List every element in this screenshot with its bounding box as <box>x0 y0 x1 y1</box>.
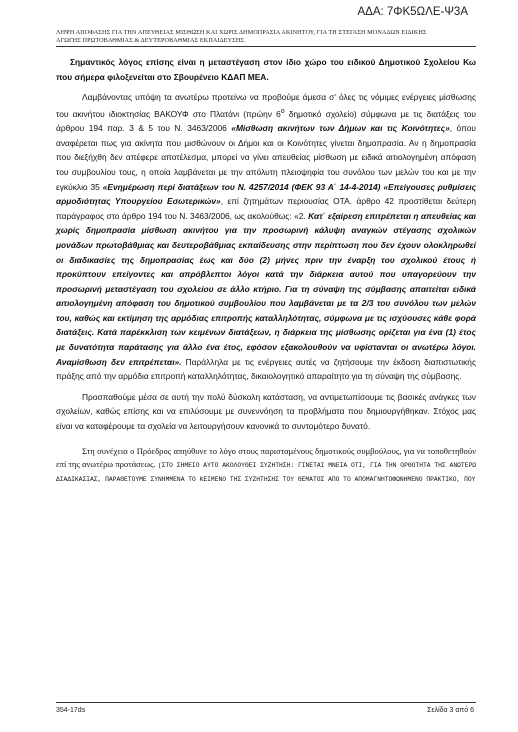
footer-doc-id: 354-17ds <box>56 707 86 714</box>
header-line-1: ΛΗΨΗ ΑΠΟΦΑΣΗΣ ΓΙΑ ΤΗΝ ΑΠΕΥΘΕΙΑΣ ΜΙΣΘΩΣΗ ΚΑΙ ΧΩΡΙΣ ΔΗΜΟΠΡΑΣΙΑ ΑΚΙΝΗΤΟΥ, ΓΙΑ ΤΗ ΣΤΕΓΑΣΗ ΜΟΝΑΔΩΝ ΕΙΔΙΚΗΣ <box>56 29 427 36</box>
footer-divider <box>56 702 476 703</box>
footer-page-number: Σελίδα 3 από 6 <box>427 707 474 714</box>
ada-code: ΑΔΑ: 7ΦΚ5ΩΛΕ-Ψ3Α <box>357 6 468 18</box>
document-body <box>56 55 476 486</box>
p1-quote-law: «Μίσθωση ακινήτων των Δήμων και τις Κοινότητες» <box>231 123 450 134</box>
paragraph-discussion <box>56 445 476 486</box>
p1-quote-article: Κατ΄ εξαίρεση επιτρέπεται η απευθείας και χωρίς δημοπρασία μίσθωση ακινήτου για την προσωρινή κάλυψη αναγκών στέγασης σχολικών μονάδων πρωτοβάθμιας και δευτεροβάθμιας εκπαίδευσης στην περίπτωση που δεν έχουν ολοκληρωθεί οι διαδικασίες της δημοπρασίας έως και δύο (2) μήνες πριν την έναρξη του σχολικού έτους ή προκύπτουν επείγοντες και απρόβλεπτοι λόγοι κατά την διάρκεια αυτού που υπαγορεύουν την προσωρινή μεταστέγαση του σχολείου σε άλλο κτήριο. Για τη σύναψη της σύμβασης απαιτείται ειδικά αιτιολογημένη απόφαση του δημοτικού συμβουλίου που λαμβάνεται με τα 2/3 του συνόλου των μελών του, καθώς και εκτίμηση της αρμόδιας επιτροπής καταλληλότητας, σύμφωνα με τις ισχύουσες κάθε φορά διατάξεις. Κατά παρέκκλιση των κειμένων διατάξεων, η διάρκεια της μίσθωσης ορίζεται για ένα (1) έτος με δυνατότητα παράτασης για άλλο ένα έτος, εφόσον εξακολουθούν να υφίστανται οι ανωτέρω λόγοι. Αναμίσθωση δεν επιτρέπεται». <box>56 210 476 367</box>
intro-paragraph: Σημαντικός λόγος επίσης είναι η μεταστέγαση στον ίδιο χώρο του ειδικού Δημοτικού Σχολείου Κω που σήμερα φιλοξενείται στο Σβουρένειο ΚΔΑΠ ΜΕΑ. <box>56 57 476 82</box>
header-line-2: ΑΓΩΓΗΣ ΠΡΩΤΟΒΑΘΜΙΑΣ & ΔΕΥΤΕΡΟΒΑΘΜΙΑΣ ΕΚΠΑΙΔΕΥΣΗΣ. <box>56 37 246 44</box>
p3-discussion-note: (ΣΤΟ ΣΗΜΕΙΟ ΑΥΤΟ ΑΚΟΛΟΥΘΕΙ ΣΥΖΗΤΗΣΗ: ΓΙΝΕΤΑΙ ΜΝΕΙΑ ΟΤΙ, ΓΙΑ ΤΗΝ ΟΡΘΟΤΗΤΑ ΤΗΣ ΑΝΩΤΕΡΩ ΔΙΑΔΙΚΑΣΙΑΣ, ΠΑΡΑΘΕΤΟΥΜΕ ΣΥΝΗΜΜΕΝΑ ΤΟ ΚΕΙΜΕΝΟ ΤΗΣ ΣΥΖΗΤΗΣΗΣ ΤΟΥ ΘΕΜΑΤΟΣ ΑΠΟ ΤΟ ΑΠΟΜΑΓΝΗΤΟΦΩΝΗΜΕΝΟ ΠΡΑΚΤΙΚΟ, ΠΟΥ <box>56 461 476 483</box>
p1-text-5: Παράλληλα με τις ενέργειες αυτές να ζητήσουμε την έκδοση διαπιστωτικής πράξης από την αρμόδια επιτροπή καταλληλότητας, δικαιολογητικό απαραίτητο για τη σύναψη της σύμβασης. <box>56 356 477 382</box>
p3-text: Στη συνέχεια ο Πρόεδρος απηύθυνε το λόγο στους παρισταμένους δημοτικούς συμβούλους, για να τοποθετηθούν επί της ανωτέρω προτάσεως. <box>56 445 476 469</box>
p1-text-1: Λαμβάνοντας υπόψη τα ανωτέρω προτείνω να προβούμε άμεσα σ’ όλες τις νόμιμες ενέργειες μίσθωσης του ακινήτου ιδιοκτησίας ΒΑΚΟΥΦ στο Πλατάνι (πρώην 6 <box>56 92 476 119</box>
header-divider <box>56 46 476 47</box>
p1-superscript: ο <box>280 107 285 115</box>
paragraph-lease-proposal <box>56 90 476 384</box>
paragraph-efforts: Προσπαθούμε μέσα σε αυτή την πολύ δύσκολη κατάσταση, να αντιμετωπίσουμε τις βασικές ανάγκες των σχολείων, καθώς επίσης και να επιλύσουμε με συνεννόηση τα προβλήματα που δημιουργήθηκαν. Στόχος μας είναι να καταφέρουμε τα σχολεία να λειτουργήσουν κανονικά το συντομότερο δυνατό. <box>56 391 476 432</box>
document-header <box>56 29 476 45</box>
p1-quote-circular: «Ενημέρωση περί διατάξεων του Ν. 4257/2014 (ΦΕΚ 93 Α΄ 14-4-2014) «Επείγουσες ρυθμίσεις αρμοδιότητας Υπουργείου Εσωτερικών» <box>56 181 476 207</box>
p1-text-2: δημοτικό σχολείο) σύμφωνα με τις διατάξεις του άρθρου 194 παρ. 3 & 5 του Ν. 3463/2006 <box>56 108 476 134</box>
p1-text-3: , όπου αναφέρεται πως για ακίνητα που μισθώνουν οι Δήμοι και οι Κοινότητες γίνεται δημοπρασία. Αν η δημοπρασία που διεξήχθη δεν απέφερε αποτέλεσμα, μπορεί να γίνει απευθείας μίσθωση με ειδικά αιτιολογημένη απόφαση του συμβουλίου τους, η οποία λαμβάνεται με την απόλυτη πλειοψηφία του συνόλου των μελών του και με την εγκύκλιο 35 <box>56 123 476 192</box>
p1-text-4: , επί ζητημάτων περιουσίας ΟΤΑ. άρθρο 42 προστίθεται δεύτερη παράγραφος στο άρθρο 194 του Ν. 3463/2006, ως ακολούθως: «2. <box>56 196 476 221</box>
